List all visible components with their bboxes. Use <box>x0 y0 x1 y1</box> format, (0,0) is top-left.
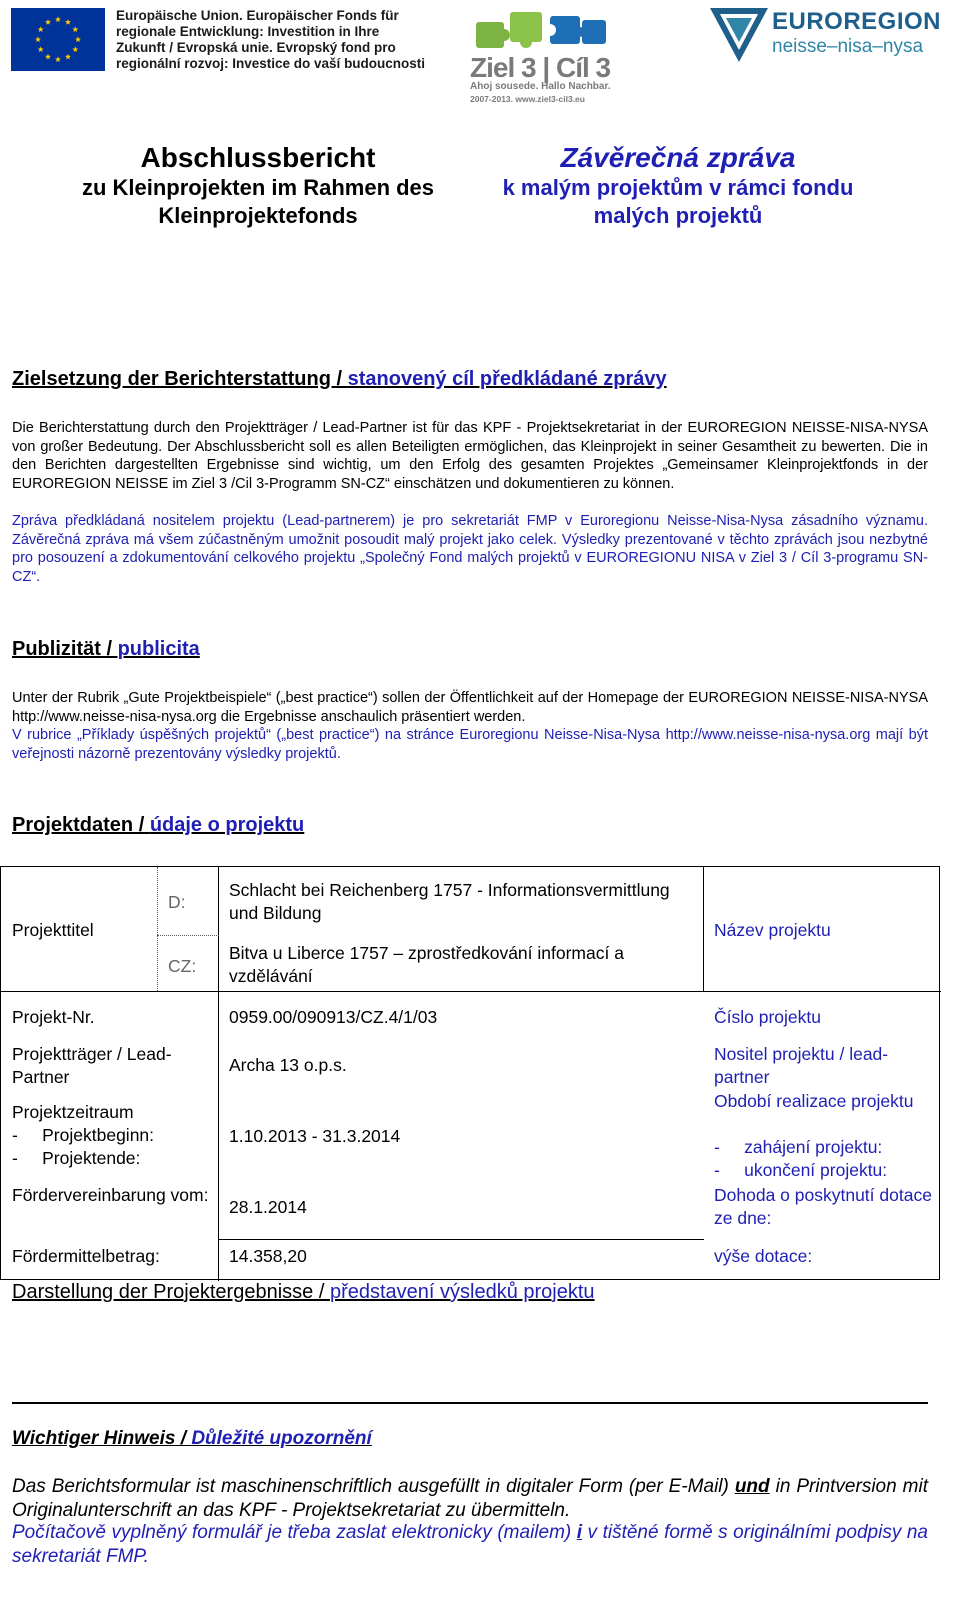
note-heading-de: Wichtiger Hinweis / <box>12 1428 192 1449</box>
period-start-label-de: - Projektbeginn: <box>12 1125 155 1145</box>
project-nr-label-cz: Číslo projektu <box>714 1007 821 1027</box>
title-de-sub: Kleinprojektefonds <box>158 203 358 228</box>
title-de-sub: zu Kleinprojekten im Rahmen des <box>81 175 435 200</box>
amount-label-de: Fördermittelbetrag: <box>12 1246 160 1266</box>
eu-text-line: regionální rozvoj: Investice do vaší budoucnosti <box>116 56 426 71</box>
note-text-de <box>12 1475 928 1522</box>
project-nr-value: 0959.00/090913/CZ.4/1/03 <box>229 1007 438 1027</box>
euroregion-mark-icon <box>710 6 768 64</box>
lang-cz-label: CZ: <box>168 956 197 976</box>
goal-heading-de: Zielsetzung der Berichterstattung / <box>12 368 348 390</box>
project-data-heading-cz: údaje o projektu <box>149 814 305 836</box>
table-divider <box>218 1239 704 1240</box>
project-data-heading <box>12 814 304 837</box>
table-divider <box>218 867 219 1281</box>
note-text-de-part: in Printversion mit Originalunterschrift an das KPF - Projektsekretariat zu übermitteln. <box>12 1476 928 1521</box>
project-title-cz-value: Bitva u Liberce 1757 – zprostředkování informací a vzdělávání <box>229 943 624 986</box>
title-german <box>28 142 488 230</box>
note-text-de-part: Das Berichtsformular ist maschinenschriftlich ausgefüllt in digitaler Form (per E-Mail) <box>12 1476 735 1497</box>
eu-text-line: Europäische Union. Europäischer Fonds für <box>116 8 399 23</box>
header-logos <box>0 0 960 110</box>
lang-de-label: D: <box>168 892 186 912</box>
note-text-de-emphasis: und <box>734 1476 770 1497</box>
project-data-table <box>0 866 940 1280</box>
publicity-heading-cz: publicita <box>117 638 200 660</box>
note-text-cz <box>12 1521 928 1568</box>
goal-heading <box>12 368 667 391</box>
note-text-cz-part: v tištěné formě s originálními podpisy na sekretariát FMP. <box>12 1522 928 1567</box>
ziel3-logo <box>470 8 620 104</box>
table-divider <box>157 867 158 991</box>
amount-label-cz: výše dotace: <box>714 1246 813 1266</box>
holder-label-de: Projektträger / Lead-Partner <box>12 1044 172 1087</box>
period-label-cz: Období realizace projektu <box>714 1091 914 1111</box>
project-nr-label-de: Projekt-Nr. <box>12 1007 95 1027</box>
title-cz-main: Závěrečná zpráva <box>560 142 796 173</box>
note-heading-cz: Důležité upozornění <box>191 1428 372 1449</box>
eu-text-line: regionale Entwicklung: Investition in Ihre <box>116 24 380 39</box>
publicity-text-cz: V rubrice „Příklady úspěšných projektů“ („best practice“) na stránce Euroregionu Neisse-Nisa-Nysa http://www.neisse-nisa-nysa.org mají být veřejnosti názorně prezentovány výsledky projektů. <box>12 727 928 762</box>
euroregion-subname: neisse–nisa–nysa <box>772 36 924 57</box>
project-title-label-de: Projekttitel <box>12 920 94 940</box>
euroregion-logo <box>710 6 955 70</box>
table-divider <box>1 991 941 992</box>
note-text-cz-part: Počítačově vyplněný formulář je třeba zaslat elektronicky (mailem) <box>12 1522 577 1543</box>
euroregion-name: EUROREGION <box>772 8 942 35</box>
table-divider <box>157 935 219 936</box>
title-cz-sub: malých projektů <box>593 203 763 228</box>
period-end-label-de: - Projektende: <box>12 1148 141 1168</box>
holder-label-cz: Nositel projektu / lead-partner <box>714 1044 889 1087</box>
ziel3-slogan: Ahoj sousede. Hallo Nachbar. <box>470 81 611 92</box>
results-heading <box>12 1281 595 1304</box>
goal-text-de: Die Berichterstattung durch den Projektträger / Lead-Partner ist für das KPF - Projektsekretariat in der EUROREGION NEISSE-NISA-NYSA von großer Bedeutung. Der Abschlussbericht soll es allen Beteiligten ermöglichen, das Kleinprojekt in seiner Gesamtheit zu bewerten. Die in den Berichten dargestellten Ergebnisse sind wichtig, um den Erfolg des gesamten Projektes „Gemeinsamer Kleinprojektfonds in der EUROREGION NEISSE im Ziel 3 /Cil 3-Programm SN-CZ“ einschätzen und dokumentieren zu können. <box>12 420 928 492</box>
period-value: 1.10.2013 - 31.3.2014 <box>229 1126 401 1146</box>
eu-text-line: Zukunft / Evropská unie. Evropský fond pro <box>116 40 396 55</box>
results-heading-cz: představení výsledků projektu <box>329 1281 595 1303</box>
period-start-label-cz: - zahájení projektu: <box>714 1137 883 1157</box>
goal-heading-cz: stanovený cíl předkládané zprávy <box>347 368 667 390</box>
title-cz-sub: k malým projektům v rámci fondu <box>502 175 854 200</box>
ziel3-wordmark: Ziel 3 | Cíl 3 <box>470 52 611 83</box>
holder-value: Archa 13 o.p.s. <box>229 1055 347 1075</box>
agreement-value: 28.1.2014 <box>229 1197 307 1217</box>
eu-funding-text <box>116 8 436 72</box>
publicity-text-de: Unter der Rubrik „Gute Projektbeispiele“ („best practice“) sollen der Öffentlichkeit auf der Homepage der EUROREGION NEISSE-NISA-NYSA http://www.neisse-nisa-nysa.org die Ergebnisse anschaulich präsentiert werden. <box>12 690 928 725</box>
puzzle-icon <box>470 8 610 54</box>
publicity-heading <box>12 638 200 661</box>
ziel3-years: 2007-2013. www.ziel3-cil3.eu <box>470 94 585 104</box>
title-de-main: Abschlussbericht <box>140 142 376 173</box>
project-title-label-cz: Název projektu <box>714 920 831 940</box>
title-czech <box>448 142 908 230</box>
agreement-label-cz: Dohoda o poskytnutí dotace ze dne: <box>714 1185 932 1228</box>
goal-text-cz: Zpráva předkládaná nositelem projektu (Lead-partnerem) je pro sekretariát FMP v Euroregionu Neisse-Nisa-Nysa zásadního významu. Závěrečná zpráva má všem zúčastněným umožnit posoudit malý projekt jako celek. Výsledky prezentované v těchto zprávách jsou nezbytné pro posouzení a zdokumentování celkového projektu „Společný Fond malých projektů v EUROREGIONU NISA v Ziel 3 / Cíl 3-programu SN-CZ“. <box>12 513 928 585</box>
eu-flag-icon <box>11 8 105 71</box>
table-divider <box>703 867 704 991</box>
project-title-de-value: Schlacht bei Reichenberg 1757 - Informationsvermittlung und Bildung <box>229 880 670 923</box>
period-end-label-cz: - ukončení projektu: <box>714 1160 888 1180</box>
section-divider <box>12 1402 928 1404</box>
project-data-heading-de: Projektdaten / <box>12 814 150 836</box>
note-text-cz-emphasis: i <box>576 1522 583 1543</box>
period-label-de: Projektzeitraum <box>12 1102 134 1122</box>
amount-value: 14.358,20 <box>229 1246 307 1266</box>
publicity-heading-de: Publizität / <box>12 638 118 660</box>
results-heading-de: Darstellung der Projektergebnisse / <box>12 1281 330 1303</box>
agreement-label-de: Fördervereinbarung vom: <box>12 1185 209 1205</box>
note-heading <box>12 1428 372 1450</box>
